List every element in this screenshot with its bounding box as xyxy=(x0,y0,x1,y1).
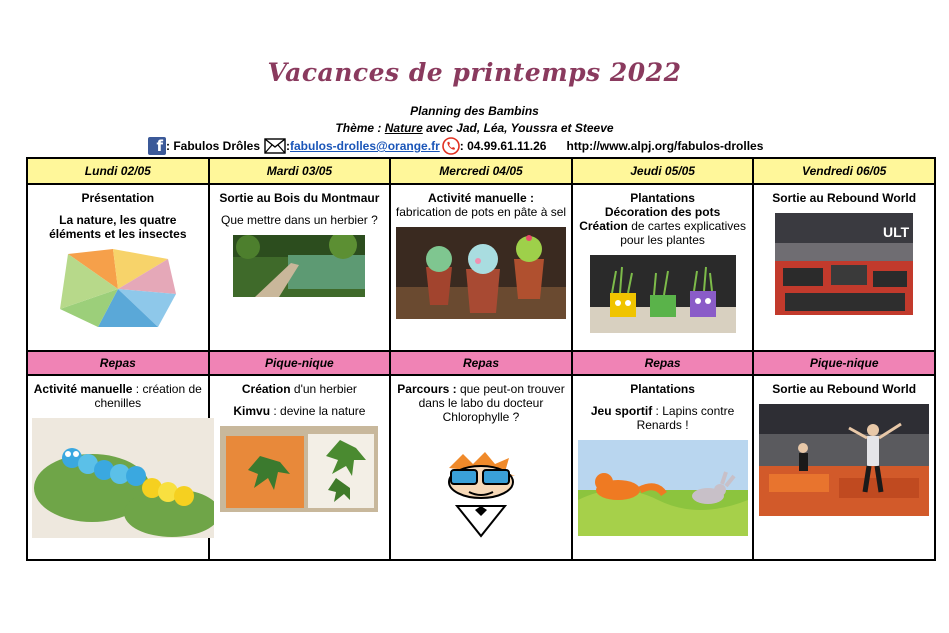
website-url[interactable]: http://www.alpj.org/fabulos-drolles xyxy=(566,139,764,153)
morning-tuesday xyxy=(209,184,391,351)
email-link[interactable]: fabulos-drolles@orange.fr xyxy=(290,139,440,153)
trampoline-jumpers-image xyxy=(759,404,929,516)
activity-title: Plantations xyxy=(630,382,695,396)
activity-title: Sortie au Rebound World xyxy=(772,191,917,205)
day-thursday: Jeudi 05/05 xyxy=(572,158,754,184)
activity-text: Activité manuelle : création de chenilles xyxy=(33,382,202,410)
email-sep: : xyxy=(286,139,291,153)
afternoon-row xyxy=(27,375,935,560)
theme-suffix: avec Jad, Léa, Youssra et Steeve xyxy=(422,121,614,135)
mail-icon[interactable] xyxy=(264,138,286,154)
meal-wednesday: Repas xyxy=(390,351,572,375)
activity-title: Sortie au Bois du Montmaur xyxy=(219,191,380,205)
activity-text: Parcours : que peut-on trouver dans le labo du docteur Chlorophylle ? xyxy=(397,382,565,424)
svg-text:ULT: ULT xyxy=(883,224,910,240)
activity-text: Que mettre dans un herbier ? xyxy=(221,213,378,227)
meal-monday: Repas xyxy=(27,351,209,375)
four-elements-image xyxy=(58,249,178,329)
activity-text: Création d'un herbier xyxy=(241,382,357,396)
day-monday: Lundi 02/05 xyxy=(27,158,209,184)
afternoon-monday xyxy=(27,375,209,560)
activity-text: Kimvu : devine la nature xyxy=(233,404,366,418)
day-tuesday: Mardi 03/05 xyxy=(209,158,391,184)
facebook-name: : Fabulos Drôles xyxy=(166,139,261,153)
afternoon-tuesday xyxy=(209,375,391,560)
activity-line: Décoration des pots xyxy=(604,205,721,219)
salt-dough-pots-image xyxy=(396,227,566,319)
forest-path-image xyxy=(233,235,365,297)
morning-monday xyxy=(27,184,209,351)
herbarium-image xyxy=(220,426,378,512)
afternoon-thursday xyxy=(572,375,754,560)
meal-row xyxy=(27,351,935,375)
dexter-cartoon-image xyxy=(433,448,529,540)
fox-and-rabbit-image xyxy=(578,440,748,536)
phone-number: : 04.99.61.11.26 xyxy=(459,139,547,153)
facebook-icon[interactable]: f xyxy=(148,137,166,155)
afternoon-friday xyxy=(753,375,935,560)
meal-thursday: Repas xyxy=(572,351,754,375)
day-friday: Vendredi 06/05 xyxy=(753,158,935,184)
page-title: Vacances de printemps 2022 xyxy=(267,58,682,87)
theme-line xyxy=(0,121,949,135)
day-wednesday: Mercredi 04/05 xyxy=(390,158,572,184)
meal-friday: Pique-nique xyxy=(753,351,935,375)
trampoline-park-image xyxy=(775,213,913,315)
activity-text: Jeu sportif : Lapins contre Renards ! xyxy=(590,404,735,432)
morning-thursday xyxy=(572,184,754,351)
planning-table xyxy=(26,157,936,561)
meal-tuesday: Pique-nique xyxy=(209,351,391,375)
morning-row xyxy=(27,184,935,351)
theme-word: Nature xyxy=(384,121,423,135)
afternoon-wednesday xyxy=(390,375,572,560)
subtitle: Planning des Bambins xyxy=(410,104,539,118)
paper-caterpillars-image xyxy=(32,418,214,538)
activity-title: Sortie au Rebound World xyxy=(772,382,917,396)
morning-wednesday xyxy=(390,184,572,351)
activity-line: Plantations xyxy=(630,191,695,205)
day-header-row xyxy=(27,158,935,184)
activity-line: Création de cartes explicatives pour les plantes xyxy=(579,219,746,247)
theme-prefix: Thème : xyxy=(335,121,385,135)
activity-title: Activité manuelle : xyxy=(427,191,534,205)
phone-icon xyxy=(442,137,460,155)
morning-friday xyxy=(753,184,935,351)
activity-title: Présentation xyxy=(81,191,155,205)
activity-text: fabrication de pots en pâte à sel xyxy=(395,205,567,219)
activity-text: La nature, les quatre éléments et les insectes xyxy=(49,213,187,241)
decorated-pots-image xyxy=(590,255,736,333)
contact-line xyxy=(148,136,763,156)
